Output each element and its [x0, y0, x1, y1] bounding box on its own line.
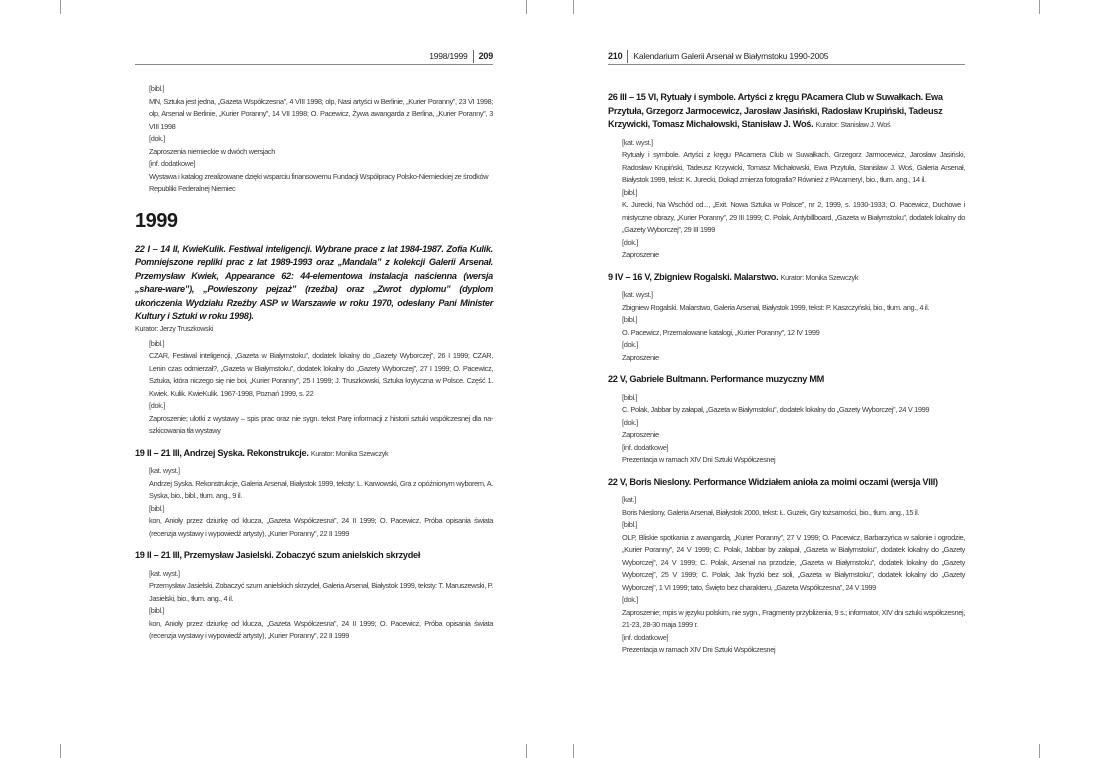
left-page [135, 48, 493, 643]
bibliography-text: OLP, Bliskie spotkania z awangardą, „Kurier Poranny”, 27 V 1999; O. Pacewicz, Barbarzyńca w salonie i ogrodzie, „Kurier Poranny”, 24 V 1999; C. Polak, Jabbar by załapał, „Gazeta w Białymstoku”, dodatek lokalny do „Gazety Wyborczej”, 24 V 1999; C. Polak, Arsenał na przodzie, „Gazeta w Białymstoku”, dodatek lokalny do „Gazety Wyborczej”, 25 V 1999; C. Polak, Jak fryzki bez soli, „Gazeta w Białymstoku”, dodatek lokalny do „Gazety Wyborczej”, 1 VI 1999; tato, Święto bez charakteru, „Gazeta Współczesna”, 24 V 1999 [622, 532, 965, 592]
curator: Kurator: Jerzy Truszkowski [135, 323, 214, 333]
section-tag: [dok.] [149, 401, 165, 410]
entry-details [608, 392, 965, 467]
documents-text: Zaproszenie; ulotki z wystawy – spis prac oraz nie sygn. tekst Parę informacji z historii sztuki współczesnej dla na-szkicowania tła wystawy [149, 413, 493, 435]
entry-heading: 22 V, Boris Nieslony. Performance Widziałem anioła za moimi oczami (wersja VIII) [608, 476, 938, 487]
entry-heading: 26 III – 15 VI, Rytuały i symbole. Artyści z kręgu PAcamera Club w Suwałkach. Ewa Przytuła, Grzegorz Jarmocewicz, Jarosław Jasiński, Radosław Krupiński, Tadeusz Krzywicki, Tomasz Michałowski, Stanisław J. Woś. Kurator: Stanisław J. Woś [608, 92, 943, 129]
crop-mark [60, 744, 61, 758]
page-number: 210 [608, 51, 623, 61]
bibliography-text: MN, Sztuka jest jedna, „Gazeta Współczesna”, 4 VIII 1998; olp, Nasi artyści w Berlinie, „Kurier Poranny”, 23 VI 1998; olp, Arsenał w Berlinie, „Kurier Poranny”, 14 VII 1998; O. Pacewicz, Żywa awangarda z Berlina, „Kurier Poranny”, 3 VIII 1998 [149, 96, 493, 131]
curator: Kurator: Monika Szewczyk [310, 448, 389, 458]
bibliography-text: C. Polak, Jabbar by załapał, „Gazeta w Białymstoku”, dodatek lokalny do „Gazety Wyborczej”, 24 V 1999 [622, 405, 930, 414]
curator: Kurator: Stanisław J. Woś [815, 120, 891, 129]
catalogue-text: Boris Nieslony, Galeria Arsenał, Białystok 2000, tekst: Ł. Guzek, Gry tożsamości, bio., tłum. ang., 15 il. [622, 507, 920, 517]
bibliography-text: CZAR, Festiwal inteligencji, „Gazeta w Białymstoku”, dodatek lokalny do „Gazety Wyborczej”, 26 I 1999; CZAR, Lenin czas odmierzał?, „Gazeta w Białymstoku”, dodatek lokalny do „Gazety Wyborczej”, 27 I 1999; O. Pacewicz, Sztuka, która niczego się nie boi, „Kurier Poranny”, 25 I 1999; J. Truszkowski, Sztuka krytyczna w Polsce. Część 1. Kwiek. Kulik. KwieKulik. 1967-1998, Poznań 1999, s. 22 [149, 351, 493, 398]
section-tag: [inf. dodatkowe] [622, 632, 669, 642]
catalogue-text: Przemysław Jasielski. Zobaczyć szum anielskich skrzydeł, Galeria Arsenał, Białystok 1999, teksty: T. Maruszewski, P. Jasielski, bio., tłum. ang., 4 il. [149, 581, 493, 603]
catalogue-text: Zbigniew Rogalski. Malarstwo, Galeria Arsenał, Białystok 1999, tekst: P. Kaszczyński, bio., tłum. ang., 4 il. [622, 302, 930, 312]
section-tag: [dok.] [622, 340, 638, 349]
curator: Kurator: Monika Szewczyk [780, 272, 859, 282]
bibliography-text: kon, Anioły przez dziurkę od klucza, „Gazeta Współczesna”, 24 II 1999; O. Pacewicz, Próba opisania świata (recenzja wystawy i wypowiedź artysty), „Kurier Poranny”, 22 II 1999 [149, 618, 493, 640]
section-tag: [bibl.] [149, 84, 165, 93]
documents-text: Zaproszenie [622, 352, 659, 362]
entry-details [608, 494, 965, 657]
section-tag: [bibl.] [149, 606, 165, 615]
prev-entry-tail [135, 83, 493, 196]
entry-details [608, 289, 965, 364]
section-tag: [bibl.] [149, 503, 165, 513]
crop-mark [573, 0, 574, 14]
entry [135, 549, 493, 643]
right-page [608, 48, 965, 657]
crop-mark [573, 744, 574, 758]
bibliography-text: O. Pacewicz, Przemalowane katalogi, „Kurier Poranny”, 12 IV 1999 [622, 327, 820, 337]
section-tag: [kat.] [622, 495, 636, 504]
section-tag: [kat. wyst.] [622, 137, 653, 147]
section-tag: [dok.] [149, 134, 165, 143]
section-tag: [inf. dodatkowe] [149, 159, 196, 168]
crop-mark [1039, 744, 1040, 758]
year-heading: 1999 [135, 209, 178, 232]
entry [608, 91, 965, 262]
entry-heading: 9 IV – 16 V, Zbigniew Rogalski. Malarstwo. Kurator: Monika Szewczyk [608, 271, 859, 282]
section-tag: [inf. dodatkowe] [622, 442, 669, 452]
section-tag: [kat. wyst.] [149, 568, 180, 578]
documents-text: Zaproszenie; mpis w języku polskim, nie sygn., Fragmenty przybliżenia, 9 s.; informator, XIV dni sztuki współczesnej, 21-23, 28-30 maja 1999 r. [622, 607, 965, 629]
extra-info-text: Prezentacja w ramach XIV Dni Sztuki Współczesnej [622, 645, 776, 654]
documents-text: Zaproszenie [622, 250, 659, 259]
entry [608, 271, 965, 365]
entry-details [135, 465, 493, 540]
running-section: 1998/1999 [429, 51, 468, 61]
entry-heading: 19 II – 21 III, Andrzej Syska. Rekonstrukcje. Kurator: Monika Szewczyk [135, 447, 389, 458]
bibliography-text: kon, Anioły przez dziurkę od klucza, „Gazeta Współczesna”, 24 II 1999; O. Pacewicz, Próba opisania świata (recenzja wystawy i wypowiedź artysty), „Kurier Poranny”, 22 II 1999 [149, 516, 493, 538]
entry [135, 447, 493, 541]
page-header [608, 48, 965, 65]
page-number: 209 [478, 51, 493, 61]
entry-details [608, 137, 965, 262]
entry [608, 373, 965, 467]
crop-mark [526, 744, 527, 758]
entry [608, 476, 965, 657]
running-title: Kalendarium Galerii Arsenał w Białymstoku 1990-2005 [633, 51, 829, 61]
section-tag: [kat. wyst.] [149, 466, 180, 475]
extra-info-text: Prezentacja w ramach XIV Dni Sztuki Współczesnej [622, 455, 776, 464]
page-header [135, 48, 493, 65]
entry-details [135, 568, 493, 643]
bibliography-text: K. Jurecki, Na Wschód od..., „Exit. Nowa Sztuka w Polsce”, nr 2, 1999, s. 1930-1933; O. Pacewicz, Duchowe i mistyczne obrazy, „Kurier Poranny”, 29 III 1999; C. Polak, Antybillboard, „Gazeta w Białymstoku”, dodatek lokalny do „Gazety Wyborczej”, 29 III 1999 [622, 200, 965, 234]
documents-text: Zaproszenie [622, 430, 659, 439]
section-tag: [dok.] [622, 417, 638, 427]
section-tag: [dok.] [622, 237, 638, 247]
entry-heading: 22 I – 14 II, KwieKulik. Festiwal inteligencji. Wybrane prace z lat 1984-1987. Zofia Kulik. Pomniejszone repliki prac z lat 1989-1993 oraz „Mandala” z kolekcji Galerii Arsenał. Przemysław Kwiek, Appearance 62: 44-elementowa instalacja naścienna (wersja „share-ware”), „Powieszony pejzaż” (rzeźba) oraz „Zwrot dyplomu” (dyplom ukończenia Wydziału Rzeźby ASP w Warszawie w roku 1970, odesłany Pani Minister Kultury i Sztuki w roku 1998). [135, 243, 493, 321]
entry [135, 243, 493, 438]
header-divider [473, 50, 474, 63]
catalogue-text: Rytuały i symbole. Artyści z kręgu PAcamera Club w Suwałkach. Grzegorz Jarmocewicz, Jarosław Jasiński, Radosław Krupiński, Tadeusz Krzywicki, Tomasz Michałowski, Ewa Przytuła, Stanisław J. Woś, Galeria Arsenał, Białystok 1999, tekst: K. Jurecki, Dokąd zmierza fotografia? Również z PAcamery!, bio., tłum. ang., 14 il. [622, 150, 965, 184]
entry-details [135, 338, 493, 438]
entry-heading: 19 II – 21 III, Przemysław Jasielski. Zobaczyć szum anielskich skrzydeł [135, 550, 421, 560]
section-tag: [bibl.] [149, 338, 165, 348]
crop-mark [526, 0, 527, 14]
section-tag: [dok.] [622, 595, 638, 604]
header-divider [627, 50, 628, 63]
section-tag: [bibl.] [622, 315, 638, 324]
entry-heading: 22 V, Gabriele Bultmann. Performance muzyczny MM [608, 374, 825, 384]
crop-mark [60, 0, 61, 14]
section-tag: [bibl.] [622, 520, 638, 529]
crop-mark [1039, 0, 1040, 14]
extra-info-text: Wystawa i katalog zrealizowane dzięki wsparciu finansowemu Fundacji Współpracy Polsko-Niemieckiej ze środków Republiki Federalnej Niemiec [149, 171, 489, 193]
section-tag: [kat. wyst.] [622, 290, 653, 299]
section-tag: [bibl.] [622, 187, 638, 197]
documents-text: Zaproszenia niemieckie w dwóch wersjach [149, 146, 276, 156]
section-tag: [bibl.] [622, 392, 638, 402]
catalogue-text: Andrzej Syska. Rekonstrukcje, Galeria Arsenał, Białystok 1999, teksty: L. Karwowski, Gra z opóźnionym wyborem, A. Syska, bio., bibl., tłum. ang., 9 il. [149, 478, 493, 500]
